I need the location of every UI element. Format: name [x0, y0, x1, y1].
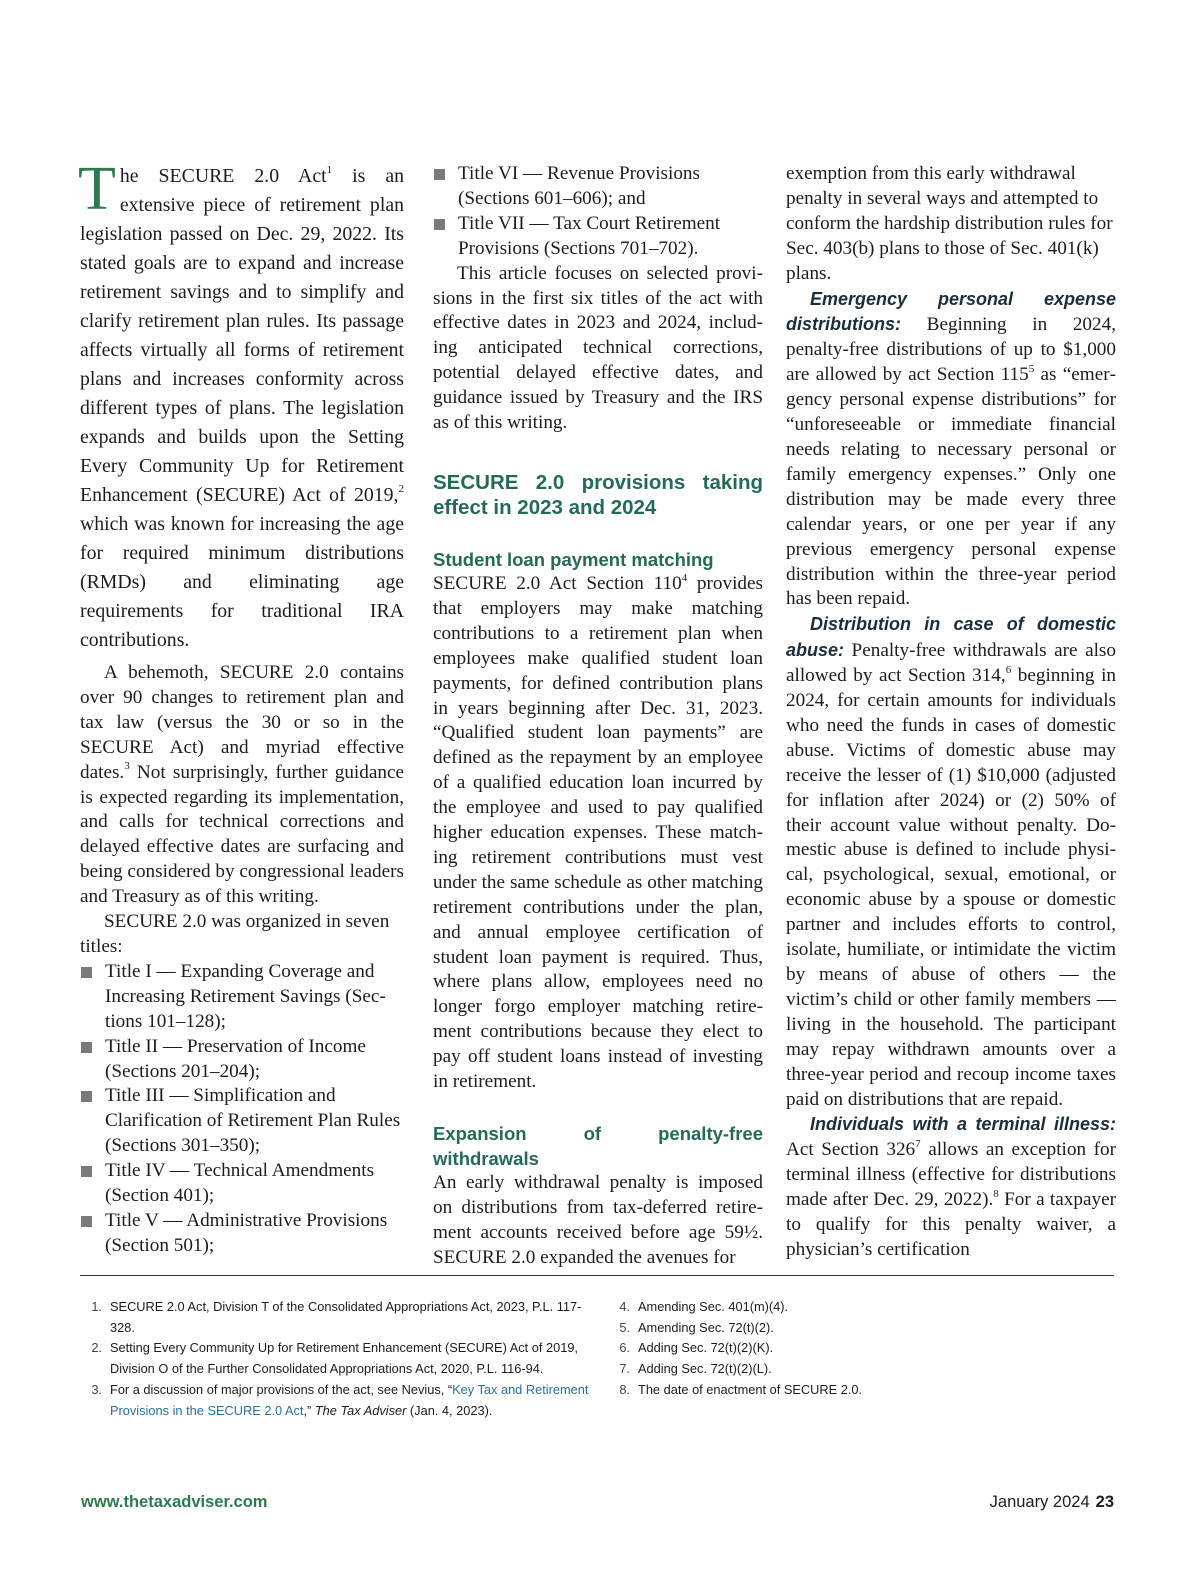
titles-list [80, 960, 404, 1259]
student-loan-heading: Student loan payment matching [433, 548, 714, 570]
footnotes-right [608, 1297, 1108, 1401]
titles-list-continued [433, 162, 763, 262]
focus-paragraph: This article focuses on selected provisions in the first six titles of the act with effective dates in 2023 and 2024, including anticipated technical corrections, potential delayed effective dates, and guidance issued by Treasury and the IRS as of this writing. [433, 262, 763, 434]
list-item: Title IV — Technical Amendments (Section 401); [80, 1159, 404, 1209]
footnote-ref-3[interactable]: 3 [124, 760, 130, 773]
footnote-7: 7. Adding Sec. 72(t)(2)(L). [619, 1361, 772, 1377]
emergency-runin: Emergency personal expense distributions: [786, 288, 1116, 335]
terminal-paragraph: Individuals with a terminal illness: Act Section $326^7$ allows an exception for terminal illness (effective for distributions made after Dec. 29, 2022).$^8$ For a taxpayer to qualify for this penalty waiver, a physician’s certification [786, 1114, 1116, 1260]
penalty-free-paragraph-continued: exemption from this early withdrawal penalty in several ways and attempted to conform the hardship distribution rules for Sec. 403(b) plans to those of Sec. 401(k) plans. [786, 163, 1113, 284]
square-bullet-icon [81, 1091, 92, 1102]
journal-title: The Tax Adviser [314, 1402, 407, 1418]
footnote-6: 6. Adding Sec. 72(t)(2)(K). [619, 1340, 774, 1356]
drop-cap: T [78, 155, 116, 223]
footnote-ref-8[interactable]: 8 [993, 1187, 999, 1200]
list-item: Title VI — Revenue Provisions (Sections 601–606); and [433, 162, 763, 212]
list-item: Title III — Simplification and Clarification of Retirement Plan Rules (Sections 301–350); [80, 1084, 404, 1159]
footnote-ref-6[interactable]: 6 [1005, 663, 1012, 676]
site-url[interactable]: www.thetaxadviser.com [81, 1493, 268, 1511]
footnote-2: 2. Setting Every Community Up for Retirement Enhancement (SECURE) Act of 2019, Division O of the Further Consolidated Appropriations Act, 2020, P.L. 116-94. [91, 1340, 578, 1377]
footnotes-left [80, 1297, 600, 1421]
footnote-ref-1[interactable]: 1 [326, 164, 333, 177]
square-bullet-icon [434, 169, 445, 180]
issue-date: January 2024 [989, 1493, 1090, 1511]
column-1 [78, 155, 404, 1259]
footnote-ref-7[interactable]: 7 [915, 1137, 921, 1150]
footnote-5: 5. Amending Sec. 72(t)(2). [619, 1319, 774, 1335]
list-item: Title II — Preservation of Income (Sections 201–204); [80, 1035, 404, 1085]
square-bullet-icon [81, 1216, 92, 1227]
square-bullet-icon [434, 219, 445, 230]
terminal-runin: Individuals with a terminal illness: [810, 1114, 1116, 1135]
penalty-free-paragraph: An early withdrawal penalty is imposed on distributions from tax-deferred retirement accounts received before age 59½. SECURE 2.0 expanded the avenues for [433, 1172, 763, 1268]
domestic-paragraph: Distribution in case of domestic abuse: Penalty-free withdrawals are also allowed by act Section 314,$^6$ beginning in 2024, for certain amounts for individuals who need the funds in cases of domestic abuse. Victims of domestic abuse may receive the lesser of (1) $10,000 (adjusted for inflation after 2024) or (2) 50% of their account value without penalty. Domestic abuse is defined to include physical, psychological, sexual, emotional, or economic abuse by a spouse or domestic partner and includes efforts to control, isolate, humiliate, or intimidate the victim by means of abuse of others — the victim’s child or other family members — living in the household. The participant may repay withdrawn amounts over a three-year period and recoup income taxes paid on distributions that are repaid. [786, 614, 1117, 1110]
list-item: Title VII — Tax Court Retirement Provisions (Sections 701–702). [433, 212, 763, 262]
column-2 [433, 162, 763, 1271]
footnote-divider [80, 1275, 1114, 1276]
behemoth-paragraph: A behemoth, SECURE 2.0 contains over 90 changes to retirement plan and tax law (versus the 30 or so in the SECURE Act) and myriad effective dates.$^3$ Not surprisingly, further guidance is expected regarding its implementation, and calls for technical corrections and delayed effective dates are surfacing and being considered by congressional leaders and Treasury as of this writing. [80, 662, 404, 908]
page-info [990, 1493, 1114, 1512]
footnote-ref-5[interactable]: 5 [1028, 362, 1035, 375]
emergency-paragraph: Emergency personal expense distributions: Beginning in 2024, penalty-free distributions of up to $1,000 are allowed by act Section $115^5$ as “emergency personal expense distributions” for “unforeseeable or immediate financial needs relating to necessary personal or family emergency expenses.” Only one distribution may be made every three calendar years, or one per year if any previous emergency personal expense distribution within the three-year period has been repaid. [786, 288, 1116, 610]
footnote-ref-2[interactable]: 2 [398, 483, 404, 496]
student-loan-paragraph: SECURE 2.0 Act Section $110^4$ provides that employers may make matching contributions to a retirement plan when employees make qualified student loan payments, for defined contribution plans in years beginning after Dec. 31, 2023. “Qualified student loan payments” are defined as the repayment by an employee of a qualified education loan incurred by the employee and used to pay qualified higher education expenses. These matching retirement contributions must vest under the same schedule as other matching retirement contributions under the plan, and annual employee certification of student loan payment is required. Thus, where plans allow, employees need no longer forgo employer matching retirement contributions because they elect to pay off student loans instead of investing in retirement. [433, 571, 763, 1093]
column-3 [786, 162, 1116, 1263]
list-item: Title I — Expanding Coverage and Increasing Retirement Savings (Sections 101–128); [80, 960, 404, 1035]
penalty-free-heading: Expansion of penalty-free withdrawals [433, 1123, 763, 1169]
domestic-runin: Distribution in case of domestic abuse: [786, 614, 1116, 661]
square-bullet-icon [81, 967, 92, 978]
square-bullet-icon [81, 1166, 92, 1177]
footnote-8: 8. The date of enactment of SECURE 2.0. [619, 1381, 863, 1397]
footnote-ref-4[interactable]: 4 [681, 571, 688, 584]
list-item: Title V — Administrative Provisions (Section 501); [80, 1209, 404, 1259]
organized-paragraph: SECURE 2.0 was organized in seven titles: [80, 911, 390, 957]
footnote-4: 4. Amending Sec. 401(m)(4). [619, 1299, 789, 1314]
article-link[interactable]: Key Tax and Retirement Provisions in the SECURE 2.0 Act [110, 1381, 589, 1418]
footnote-3: 3. For a discussion of major provisions of the act, see Nevius, “Key Tax and Retirement Provisions in the SECURE 2.0 Act,” The Tax Adviser (Jan. 4, 2023). [91, 1381, 589, 1418]
intro-paragraph: The SECURE 2.0 Act$^1$ is an extensive piece of retirement plan legislation passed on Dec. 29, 2022. Its stated goals are to expand and increase retirement savings and to simplify and clarify retirement plan rules. Its passage affects virtually all forms of retirement plans and increases conformity across different types of plans. The legislation expands and builds upon the Setting Every Community Up for Retirement Enhancement (SECURE) Act of 2019,$^2$ which was known for increasing the age for required minimum distributions (RMDs) and eliminating age requirements for traditional IRA contributions. [78, 155, 404, 651]
page-number: 23 [1095, 1493, 1114, 1511]
footnote-1: 1. SECURE 2.0 Act, Division T of the Consolidated Appropriations Act, 2023, P.L. 117-328. [91, 1299, 582, 1335]
square-bullet-icon [81, 1042, 92, 1053]
section-heading: SECURE 2.0 provisions taking effect in 2023 and 2024 [433, 470, 763, 519]
